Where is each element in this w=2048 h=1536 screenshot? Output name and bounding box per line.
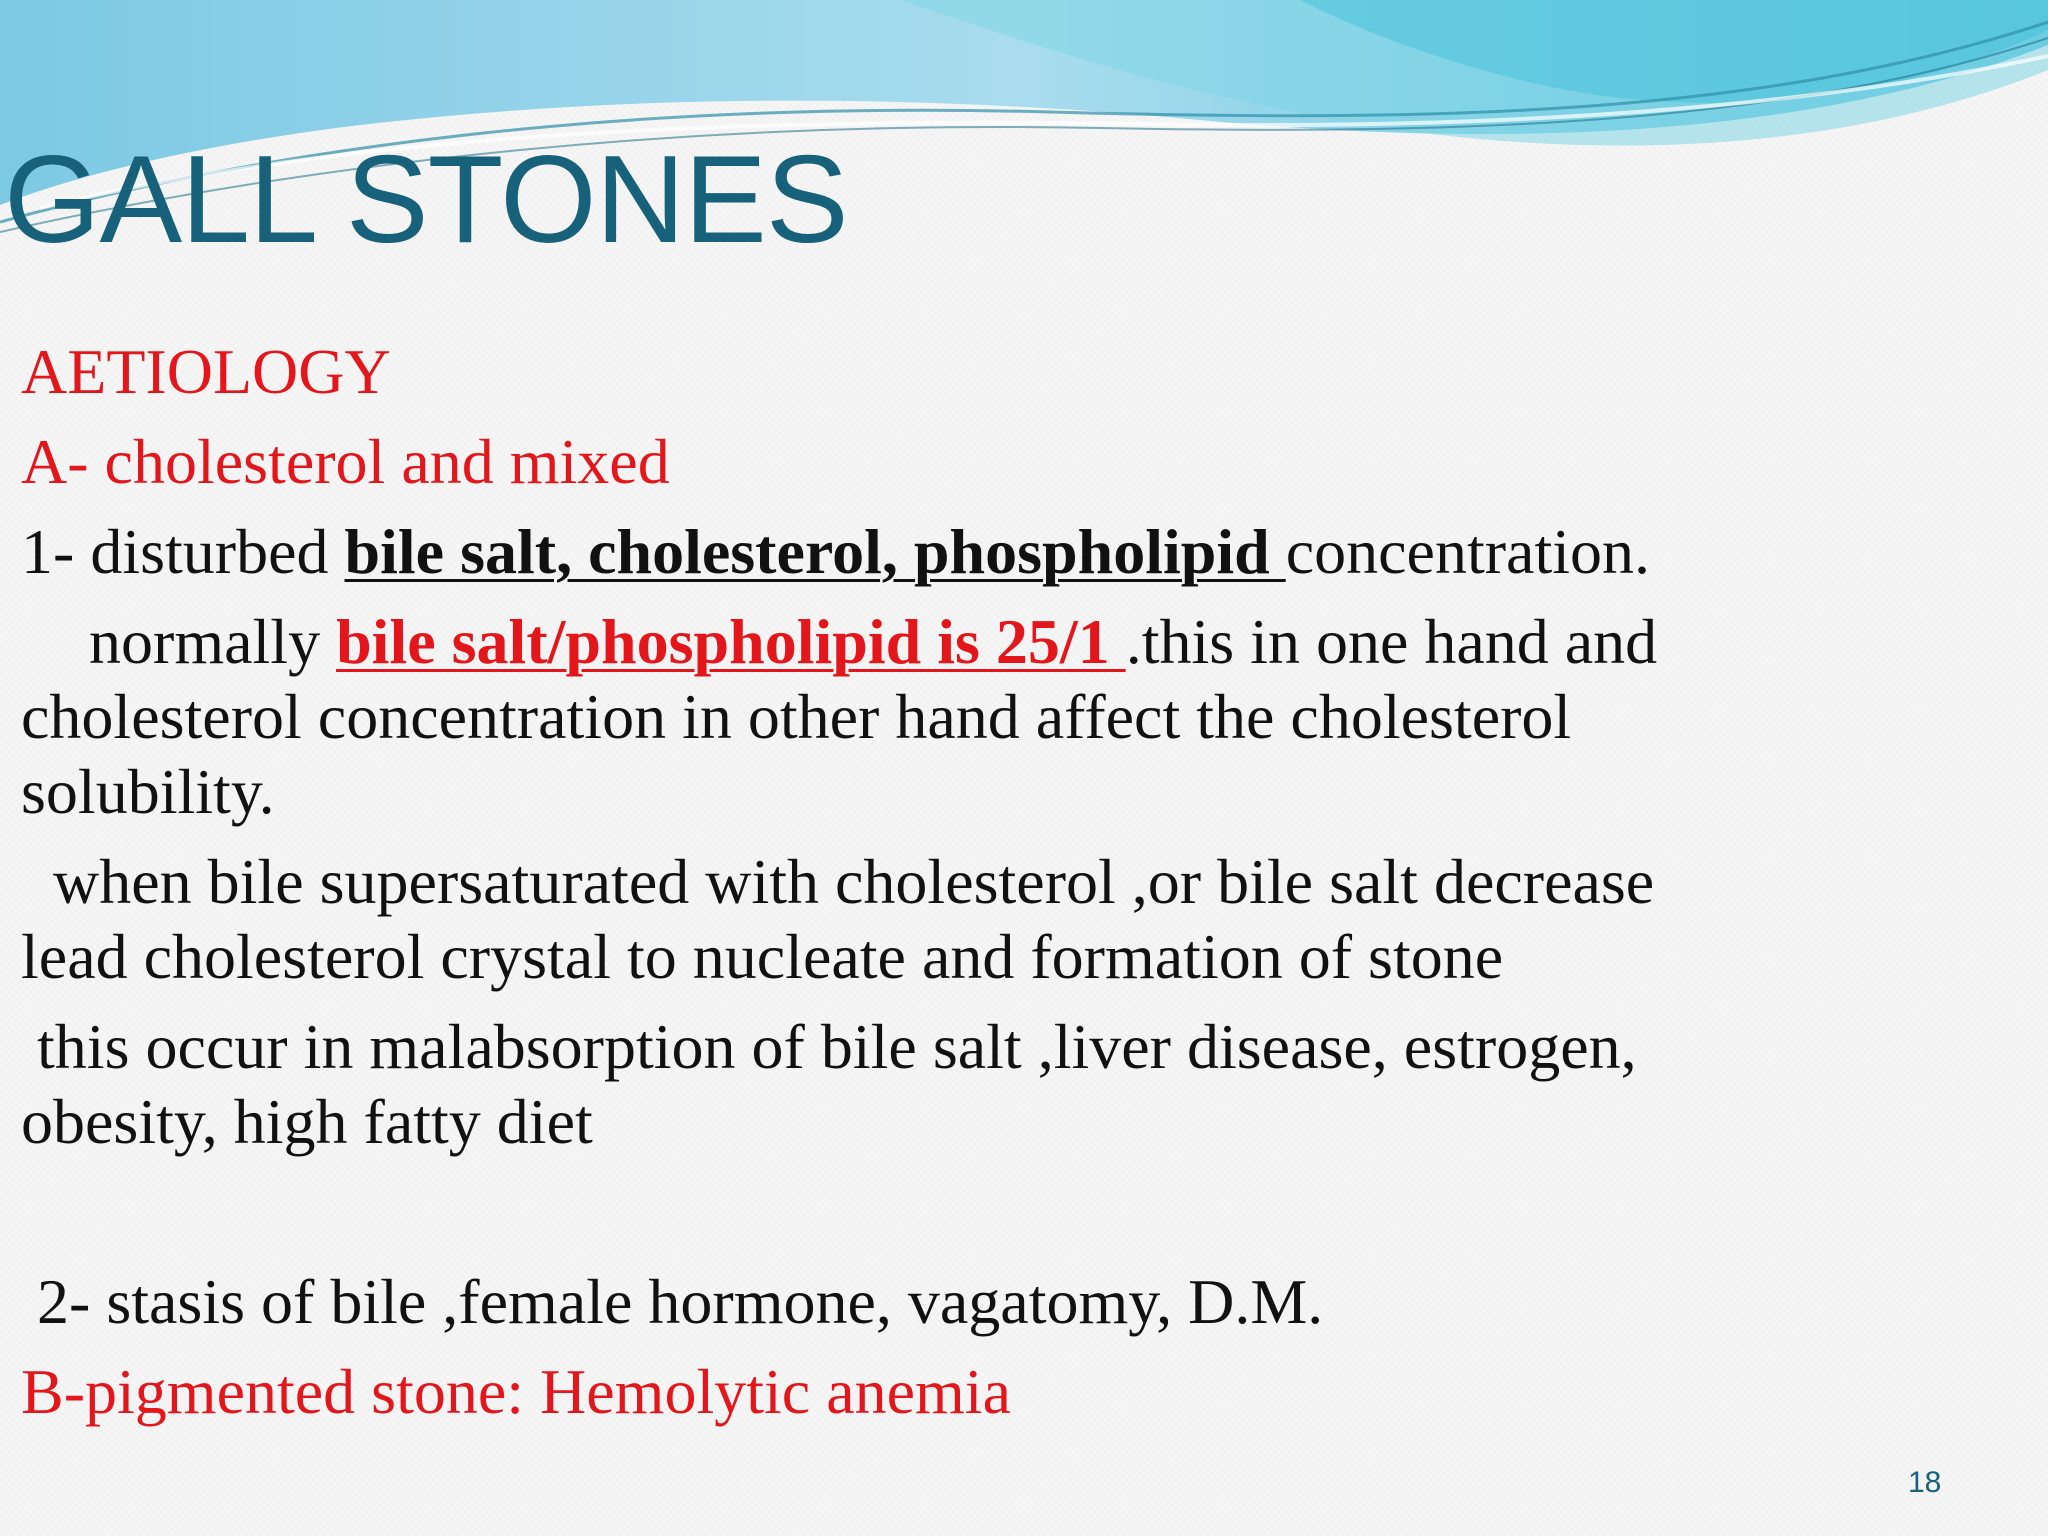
normal-ratio-emphasis: bile salt/phospholipid is 25/1: [336, 606, 1126, 677]
normal-ratio-line-1: [21, 604, 2021, 679]
subheading-pigmented-stone: B-pigmented stone: Hemolytic anemia: [21, 1356, 1011, 1427]
point-2-stasis: 2- stasis of bile ,female hormone, vagatomy, D.M.: [37, 1266, 1324, 1337]
point-1-emphasis: bile salt, cholesterol, phospholipid: [344, 516, 1286, 587]
slide-body: [21, 334, 2021, 1444]
normal-ratio-line-3: solubility.: [21, 756, 275, 827]
occurrence-line-2: obesity, high fatty diet: [21, 1086, 593, 1157]
supersaturation-line-1: when bile supersaturated with cholesterol ,or bile salt decrease: [53, 846, 1655, 917]
blank-line: [21, 1174, 2021, 1264]
supersaturation-paragraph: [21, 844, 2021, 994]
supersaturation-line-2: lead cholesterol crystal to nucleate and formation of stone: [21, 921, 1504, 992]
normal-prefix: normally: [89, 606, 337, 677]
point-1-disturbed-concentration: [21, 514, 2021, 604]
occurrence-line-1: this occur in malabsorption of bile salt ,liver disease, estrogen,: [37, 1011, 1637, 1082]
aetiology-heading: AETIOLOGY: [21, 336, 391, 407]
occurrence-paragraph: [21, 1009, 2021, 1159]
point-1-suffix: concentration.: [1285, 516, 1650, 587]
slide-number: 18: [1908, 1466, 1942, 1499]
subheading-cholesterol-mixed: A- cholesterol and mixed: [21, 426, 670, 497]
normal-ratio-paragraph: [21, 604, 2021, 829]
normal-suffix: .this in one hand and: [1125, 606, 1658, 677]
normal-ratio-line-2: cholesterol concentration in other hand affect the cholesterol: [21, 681, 1572, 752]
slide-title: GALL STONES: [4, 131, 848, 269]
point-1-prefix: 1- disturbed: [21, 516, 345, 587]
